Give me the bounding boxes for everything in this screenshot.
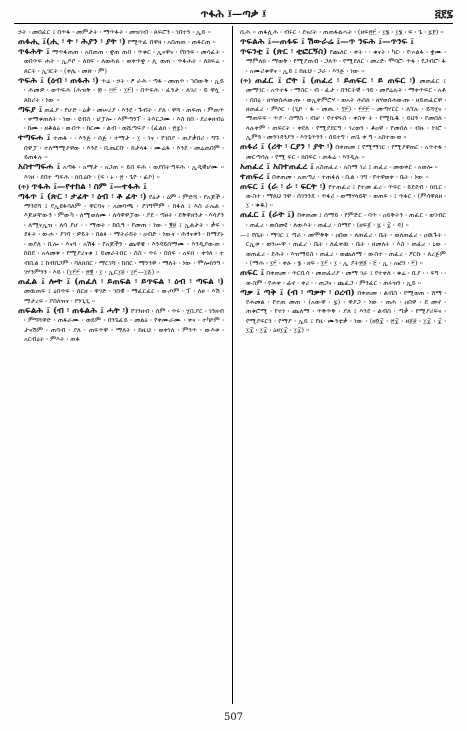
right-column <box>240 28 446 698</box>
column-divider <box>232 26 233 704</box>
entry-headword: ጠፋሒ ፤(ሒ ፡ ት ፡ ሕያን ፡ ያት ፡) <box>18 37 126 47</box>
left-column <box>18 28 224 698</box>
dictionary-entry <box>240 48 446 76</box>
dictionary-entry <box>240 183 446 211</box>
dictionary-entry <box>240 173 446 182</box>
entry-headword: ጠፍር ፤ <box>240 268 265 279</box>
entry-headword: ጥፍንቲ ፤ (ጽር ፡ ቲፎርኝስ) <box>240 47 328 57</box>
entry-definition: በቀጠመ ፡ ጥርቢሳ ፡ መጠፈሪያ ፡ መማ ገራ ፤ የተቀለ ፡ ቁሬ ፡ ቢያ ፡ ፡ ፍግ ፡ ፡ ውስም ፡ የሐቀ ፡ ፊኖ ፡ ቀረ ፡ ፡ ጠጋና ፡ ጨፈጋ ፡ ምንፈር ፡ ጠሩዝን ፡ ኢይ ፡፡ <box>246 269 446 287</box>
entry-headword: ጠፍር ፤ (ራ ፡ ራ ፡ ፍርት ፡) <box>240 181 327 192</box>
dictionary-entry <box>18 38 224 47</box>
entry-headword: ጥፋሕ ፤—የተከል ፡ ስም ፤—ተፋሕ ፤ <box>31 181 147 192</box>
entry-headword: አስተጣፍሐ ፤ <box>18 162 61 173</box>
entry-definition: በቀጠመ ፤ የሚማገር ፡ የሚያዋጠር ፡ አጥተፋ ፡ መርጣሳሉ ፡ የሚ ፍር ፡ ክበፍር ፡ ጠፋሬ ፡ እንዲሉ ፡፡ <box>246 143 446 161</box>
entry-definition: ኃት ፡ መበፈር ፤ በጥፋ ፡ መምታት ፡ ማጥፋት ፡ መዝገብ ፡ ጸፍሮን ፡ ገበተን ፡ ኢይ ፡፡ <box>18 28 211 36</box>
dictionary-entry <box>240 38 446 47</box>
entry-headword: ጣቃ ፤ ጣቅ ፤ (ብ ፡ ጣቃት ፡ ዐረብ) <box>240 287 355 298</box>
page-number: 507 <box>223 712 244 723</box>
dictionary-entry <box>18 134 224 162</box>
entry-headword: ጠፋሪ ፤ (ሪት ፡ ርያን ፡ ያት ፡) <box>240 142 334 153</box>
running-head <box>14 6 453 22</box>
entry-definition: መጠፈር ፤ መማገር ፡ አጥተፋ ፡ ማስር ፡ ብ ፡ ፈታ ፡ በንርትዊ ፡ ጎይ ፡ መዖሬሉት ፡ ማቀጥፍር ፡ አቶ ፡ ሰበዕ ፡ ዘሃወሰሐውጡ ፡ ወኢቀምሮሃ ፡ ወአት ሕሰለ ፡ ዘሃወሰሐውጡ ፡ ዘይጠፈርዋ ፡ ዘጠፈረ ፡ ምሶር ፡ (ጊኮ ፡ ፋ ፡ መጢ ፡ ፺፫) ፡ ፫፫፫ ፡ መጣሃርር ፡ ለኘሉ ፡ ይሻሂና ፡ ማጠፍፍ ፡ ጥያ ፡ ሰማስ ፡ ብቻ ፡ የተዋሩስ ፡ ቀስቀ ት ፡ የሚኬዱ ፡ ይህን ፡ የመሰለ ፡ ላሉቀም ፡ ጠፍርት ፡ ቀደለ ፡ የሚያደርግ ፡ ገረወን ፡ ቆዐዋ ፡ የመሰለ ፡ ብዙ ፡ ነገሮ ፡ ኢምጓ ፡ መንገዳንያን ፡ እንጌጥንን ፡ ሰይተግ ፡ ጠጌ ቀ ግ ፡ አከተውወ ፡፡ <box>246 76 446 142</box>
dictionary-entry <box>18 278 224 306</box>
entry-headword: ጣፋጥ ፤ (ጽር ፡ ታፊት ፡ ዕብ ፡ ቶ ፊት ፡) <box>18 191 147 202</box>
entry-headword: ጥፍሕ ፤ (ዕብ ፡ ጠፋሕ ፡) <box>18 75 99 86</box>
entry-headword: ተጣፍሐ ፤ <box>18 133 51 144</box>
dictionary-entry <box>240 269 446 288</box>
entry-definition: ማጥፋጠጠ ፡ አበጠጠ ፡ ቋጠ ጠበ ፡ ጥቁር ፡ ኢናዋና ፡ የከንፍ ፡ መሳፈት ፡ ወበጥፍ ሐት ፡ ኢዶቦ ፡ ለክፍ ፡ ለወሕጸ ፡ ወቀጥቋ ፡ ሊ ወጠ ፡ ጥፋሐት ፡ ለክፍሬ ፡ ጸርት ፡ ኢገርት ፡ (ቀሌ ፡ መጽ ፡ ም) <box>24 48 224 75</box>
entry-headword: ተጠፍረ ፤ <box>240 171 270 182</box>
entry-definition: የዕታ ፡ ዕም ፡ ምድሻ ፡ የአጆች ፡ ማንደሻ ፤ የኢዩፋሳለም ፡ ዋርባና ፡ አመባጫ ፡ ያገግሞም ፡ ከፋለ ፤ እስ ራኤል ፡ እጆቻቸውን ፡ ምውካ ፡ ለሚወለሙ ፡ ለሳዋዋፓው ፡ ያደ ፡ ጣፀት ፡ ደቅዋዘንታ ፡ እሳያን ፡ ለሚናኢዝ ፡ ለሳ ያሆ ፡ ፡ ማወት ፡ ከቢዓ ፡ የመጠ ፡ ነው ፡ ፪፱ ፤ ኢልታት ፡ ቃፍ ፡ ደፉት ፡ ውሐ ፡ ያገባ ፡ ዎይት ፡ በልፉ ፡ ማትራከት ፡ ዐብድ ፡ ነውና ፡ ሕፃናቱን ፡ ከማያኑ ፡ ወያለ ፡ ቢሎ ፡ እናጓ ፡ አሽፋ ፡ የአጆችን ፡ ጨዋዌ ፡ እንዳይሰማሙ ፡ እንዲያውጠ ፡ ከበደ ፡ አላመቱ ፡ የሚያረናቁ ፤ ይመራትበር ፡ ስስ ፡ ጥሩ ፡ በሰፍ ፡ አፍክ ፡ ቀጎለ ፡ ተ ብቢል ፤ ከብበጋም ፡ ባለክበር ፡ ማርገሻ ፡ ከበር ፡ ማንንዋ ፡ ማለት ፡ ነው ፡ ሞሎክንግ ፡ ገሃንምንን ፡ እይ ፡ (፲፫፫ ፡ ፳፪ ፡ ፲ ፡ ኢር፲፱ ፡ ፲፫—፲፩) ፡፡ <box>24 192 224 276</box>
entry-section-marker: (ጥ) <box>18 182 30 191</box>
dictionary-entry <box>18 106 224 134</box>
entry-definition: አስጠፈረ ፡ አስማ ገረ ፤ ጠፈረ ፡ መወቀር ፡ አወሎ ፡፡ <box>315 162 438 171</box>
entry-definition: በቀጠመ ፡ አጠጣረ ፡ ተጠፋለ ፡ ቢል ፡ ገግ ፡ የተዋወቀ ፡ ቤት ፡ ነው ፡፡ <box>272 172 429 181</box>
entry-headword: ጠፈል ፤ ሎት ፤ (ጠፈለ ፡ ይጠፍል ፡ ይጥፍል ፡ ዕብ ፡ ጣፍል ፡) <box>18 276 224 287</box>
dictionary-entry <box>18 77 224 105</box>
entry-definition: የተጠፈረ ፤ የተመ ፊረ ፡ ጥፍር ፡ ይደደብ ፡ ክቢር ፡ ውስተ ፡ ማጸህ ንዋ ፡ ሰገንንዴ ፡ ጥፋሪ ፡ ወማሃላይቸ ፡ ወጠፍ ፡ ፤ ጥፋር ፡ (ምሳዋጸዘ ፡ ፲ ፡ ቁዱ) ፡፡ <box>246 182 446 210</box>
entry-definition: —፤ የቤት ፡ ማገር ፤ ጣራ ፡ መሞቅቅ ፡ ዐበወ ፡ ለጠፈረ ፡ ቤት ፡ ወለጠፈረ ፡ ዐዉጉት ፡ ርኢቱ ፡ ወንሡዋ ፡ ጠፈረ ፡ ቤት ፡ ለፈቀዉ ፡ ቤት ፡ ዘመለት ፡ እስ ፡ ጠፈረ ፡ ኒው ፡ ወጠፈረ ፡ ደሕት ፡ እዝማይስ ፡ ጠፈረ ፡ ወጨለማ ፡ ውስተ ፡ ጠፈረ ፡ ዖርኩ ፡ ለረጅም ፡ (ማሕ ፡ ፲፫ ፡ ቀፁ ፡ ፮ ፡ ዘፍ ፡ ፲፫ ፡ ፲ ፡ ኢ ያት፳፩ ፡ ፭ ፡ ኢ ፡ አፎን ፡ ፫) ፡፡ <box>240 230 446 268</box>
entry-headword: ጣፍያ ፤ <box>18 104 43 115</box>
entry-headword: ጥፍልሕ ፤—ጠፋፍ ፤ ሽውራሬ ፤—ጥ ንፍሕ ፤—ጥንፍ ፤ <box>240 37 414 47</box>
entry-definition: በቀጠመ ፡ ልብስ ፡ የሚወጠ ፡ ሸማ ፡ የሐመል ፡ የተጠ መጠ ፡ (አውዋ ፡ ፯) ፡ ዋያጋ ፡ ነው ፡ ጠሕ ፡ ዐበዋ ፡ ደ መኖ ፡ ጠቁሮሚ ፡ የተነ ፡ ጨለማ ፡ ጥቅጥቅ ፡ ያለ ፤ እንደ ፡ ልብስ ፡ ጣቃ ፡ የሚያሪፍና ፡ የሚያፍርን ፡ የማያ ፡ ኢይ ፤ የዚ፡ ሙንቲቃ ፡ ነው ፡ (ዘ፬፰ ፡ ፳፰ ፡ ዘ፩፱ ፡ ፲፰ ፡ ፰ ፡ ፲፰ ፡ ፲፰ ፡ ዕዘ፲፰ ፡ ፲፰) ፡፡ <box>246 288 446 335</box>
dictionary-entry <box>18 163 224 182</box>
dictionary-entry <box>18 28 224 37</box>
entry-definition: ሲሕ ፡፡ ጠፋሊሕ ፡ ብሩር ፡ ደናሪት ፡ ጠጠፋልሓት ፡ (ዘፍ፳፫ ፡ ፲፮ ፡ ፲፮ ፡ ፍ ፡ ጌ ፡ ፯፻) ፡፡ <box>240 28 444 36</box>
dictionary-entry <box>240 28 446 37</box>
entry-definition: መዉጠፍ ፤ ዕበጥፍ ፡ ሰርዘ ፡ ዋገድ ፡ ገበዊ ፡ ማፈርፈር ፡ ውጦም ፡ ፕ ፡ ለፀ ፡ እሽ ፡ ማታረፍ ፡ ያበለዝና ፡ የንጊጊ ፡፡ <box>24 287 224 305</box>
dictionary-entry <box>18 193 224 278</box>
entry-definition: ጠፈያ ፡ የሆድ ፡ ዕቃ ፡ መሠረያ ፡ እንደ ፡ ጉብት ፡ ያለ ፡ ዋሻ ፡ ጠፍጠ ፡ ምጠጥ ፡ ቀማቁጠለት ፡ ነው ፡ ዩብስ ፡ ሆፓሎ ፡ እምጣንፕ ፡ ትእርጋሙ ፡ እስ ክበ ፡ ደረቁዘብዕ ፡ ከሙ ፡ ዘቆልዕ ፡ ውበጥ ፡ ከርሙ ፡ ልብ ፡ ወሺጣፍያ ፡ (ፈልክ ፡ ፳፯) ፡ <box>24 105 224 133</box>
entry-headword: ጥፋሕት ፤ <box>18 47 50 57</box>
dictionary-entry <box>240 163 446 172</box>
dictionary-entry <box>240 211 446 230</box>
entry-definition: ጥሬ ፡ ኃት ፡ ፆ ራሕ ፡ ጣፋ ፡ መጠጥ ፡ ኀበውቅ ፡ ኢይ ፡ ሕመዎ ፡ ወጥፍሕ (ሕዝቅ ፡ ፴ ፡ ፵፫ ፡ ፲፫) ፡ በጥፍሕ ፡ ፈንታ ፡ ለገሪ ፡ ይ ዋሏ ፡ ጸከሪት ፡ ነው ፡፡ <box>24 76 224 104</box>
entry-headword: ጠፈር ፤ (ራት ፤) <box>240 210 295 221</box>
entry-definition: ተጠፋ ፡ ፡ እንጅ ፡ ሰጅ ፡ ተማታ ፡ ፲ ፡ ገና ፡ የገበያ ፡ ጠያቃበሪ ፡ ግኙ ፡ በዋፓ ፡ ተለማሚያዋው ፡ እንደ ፡ ቢጤርቡ ፡ ከታላፋ ፡ ሙሬፋ ፡ እንደ ፡ መሬጠበም ፡ ይጠፋሉ ፡፡ <box>24 134 224 162</box>
entry-definition: የጨለር ፡ ቀት ፡ ፡ ቁናት ፡ ካር፡ ፡ የ፡ኦልፋ ፡ ቋሙ ፡ ማምለክ ፡ ማወቅ ፡ የሚያጠብ ፡ ጋለጥ ፡ የሚደለር ፡ መረድ፡ ሞባሮ፡ ጥፋ ፡ የጋብሮ፡ ፋ ፡ አሙሪቁዋና ፡ ኢይ ፤ ከዚህ ፡ ጋራ ፡ እንጅ ፡ ነው ፡፡ <box>246 48 446 75</box>
page-number-ethiopic: ፭፻፯ <box>434 7 453 20</box>
dictionary-entry <box>240 77 446 143</box>
entry-definition: የሚጥፈ በዋዛ ፡ አበጠጠ ፡ ጠፋርጠ ፡፡ <box>127 38 216 46</box>
entry-headword: ጠፈር ፤ ሮት ፤ (ጠፈረ ፡ ይጠፍር ፡ ይ ጠፍር ፡) <box>254 75 416 86</box>
entry-section-marker: (ጥ) <box>240 76 252 85</box>
dictionary-entry <box>240 231 446 269</box>
header-rule <box>14 23 453 24</box>
dictionary-entry <box>18 183 224 192</box>
entry-definition: አጣፋ ፡ አማታ ፡ አጋጠ ፡፡ ይበ ፍሕ ፡ ወያበትጣፍሕ ፡ ኢዲዊሆሙ ፡፡ እገዘ ፡ ደበተ ጣፍሕ ፡ ክቢዕቡ ፡ (ፍ ፡ ኑ ፡ ፳ ፡ ጌዮ ፡ ፊኮ) ፡፡ <box>24 163 224 181</box>
entry-headword: አጠፈረ ፤ አስተጠፈረ ፤ <box>240 161 314 172</box>
entry-definition: በቀጠመ ፤ ሰማይ ፡ የምድር ፡ ባጥ ፡ ዐይቅትን ፡ ጠፈር ፡ ወገብር ፡ ጠፈረ ፡ ወሰመዩ ፡ ለውእት ፡ ጠፈረ ፡ ሰማየ ፡ (ዘፍ፩ ፡ ፯ ፡ ፰ ፡ ዳ) ፡፡ <box>246 211 446 229</box>
dictionary-entry <box>18 48 224 76</box>
dictionary-entry <box>240 143 446 162</box>
entry-headword: ጠፍልሕ ፤ (ብ ፡ ጠፋልሕ ፤ ሓት ፡) <box>18 305 129 316</box>
entry-definition: የገንዘብ ፡ ሰም ፡ ጥሩ ፡ ሂቢያር ፡ ገንዘብ ፡ ምግሻዋድ ፡ ጠፋራሙ ፡ ወይም ፡ በንጌፈይ ፡ መልዕ ፡ የቀሙራሙ ፡ ቀና ፡ ተካኮም ፡ ታናሽም ፡ ጠባብ ፡ ያለ ፡ ጠፍጥዋ ፡ ማለት ፡ ከዚህ ፡ ወቀነለ ፡ ምንጥ ፡ ውእቱ ፡ አርብዕት ፡ ምእት ፡ ጠፋ <box>24 306 224 343</box>
running-title: ጥፋሕ ፤—ጣቃ ፤ <box>200 7 267 20</box>
dictionary-entry <box>240 289 446 336</box>
dictionary-entry <box>18 307 224 345</box>
